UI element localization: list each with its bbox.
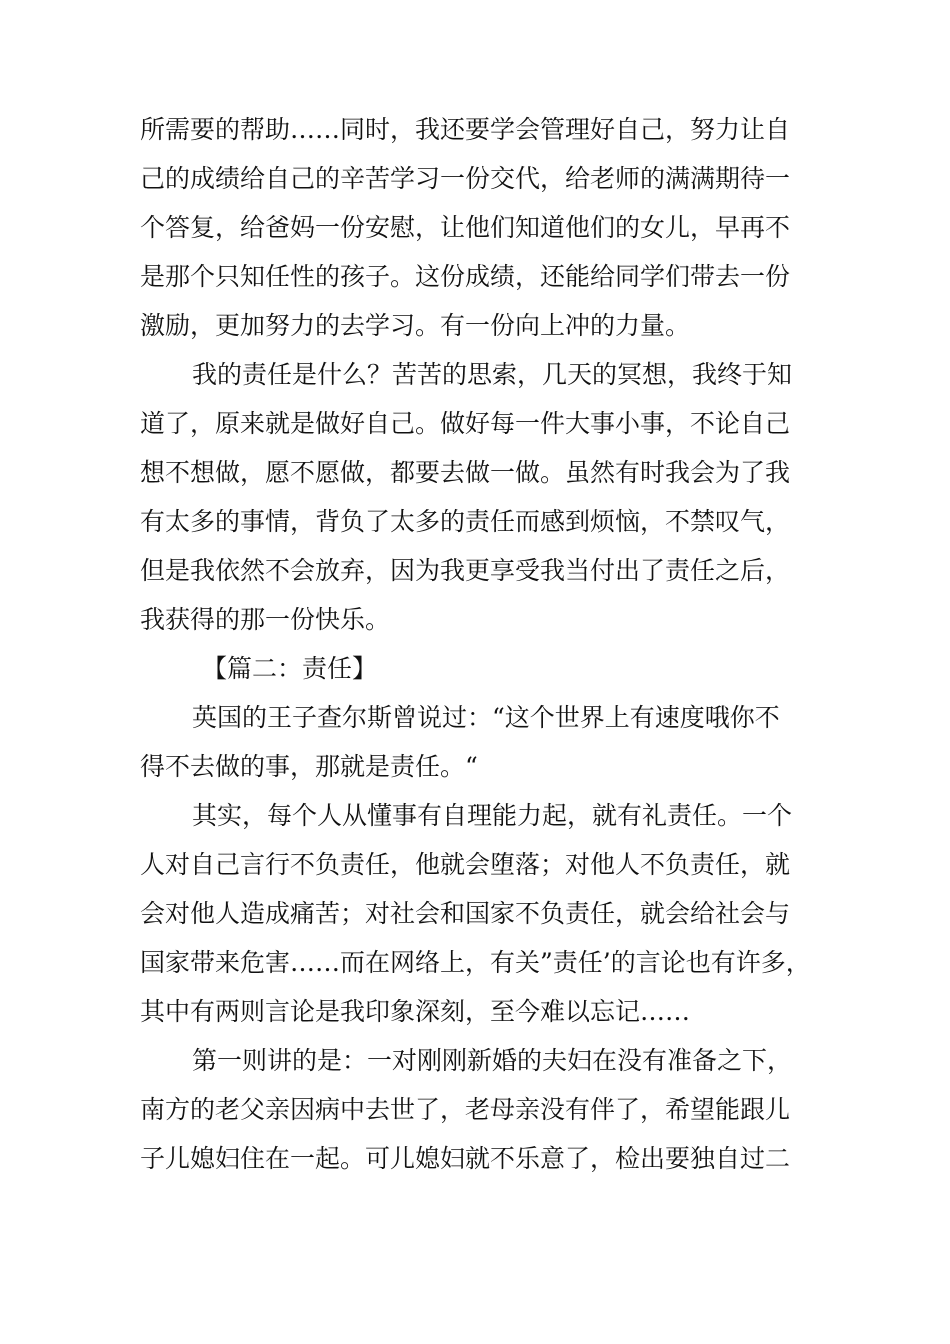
text-line: 己的成绩给自己的辛苦学习一份交代，给老师的满满期待一 — [140, 164, 791, 193]
text-line: 个答复，给爸妈一份安慰，让他们知道他们的女儿，早再不 — [140, 213, 791, 242]
paragraph-start: 其实，每个人从懂事有自理能力起，就有礼责任。一个 — [192, 801, 793, 830]
section-heading: 【篇二：责任】 — [202, 654, 378, 683]
text-line: 国家带来危害……而在网络上，有关”责任’的言论也有许多， — [140, 948, 811, 977]
paragraph-start: 我的责任是什么？苦苦的思索，几天的冥想，我终于知 — [192, 360, 793, 389]
text-line: 南方的老父亲因病中去世了，老母亲没有伴了，希望能跟儿 — [140, 1095, 791, 1124]
body-text — [140, 105, 840, 1183]
paragraph-start: 英国的王子查尔斯曾说过：“这个世界上有速度哦你不 — [192, 703, 780, 732]
text-line: 其中有两则言论是我印象深刻，至今难以忘记…… — [140, 997, 691, 1026]
text-line: 子儿媳妇住在一起。可儿媳妇就不乐意了，检出要独自过二 — [140, 1144, 791, 1173]
text-line: 得不去做的事，那就是责任。“ — [140, 752, 478, 781]
paragraph-start: 第一则讲的是：一对刚刚新婚的夫妇在没有准备之下， — [192, 1046, 793, 1075]
text-line: 激励，更加努力的去学习。有一份向上冲的力量。 — [140, 311, 691, 340]
text-line: 想不想做，愿不愿做，都要去做一做。虽然有时我会为了我 — [140, 458, 791, 487]
text-line: 人对自己言行不负责任，他就会堕落；对他人不负责任，就 — [140, 850, 791, 879]
text-line: 但是我依然不会放弃，因为我更享受我当付出了责任之后， — [140, 556, 791, 585]
text-line: 我获得的那一份快乐。 — [140, 605, 391, 634]
text-line: 会对他人造成痛苦；对社会和国家不负责任，就会给社会与 — [140, 899, 791, 928]
text-line: 是那个只知任性的孩子。这份成绩，还能给同学们带去一份 — [140, 262, 791, 291]
text-line: 有太多的事情，背负了太多的责任而感到烦恼，不禁叹气， — [140, 507, 791, 536]
text-line: 道了，原来就是做好自己。做好每一件大事小事，不论自己 — [140, 409, 791, 438]
text-line: 所需要的帮助……同时，我还要学会管理好自己，努力让自 — [140, 115, 791, 144]
